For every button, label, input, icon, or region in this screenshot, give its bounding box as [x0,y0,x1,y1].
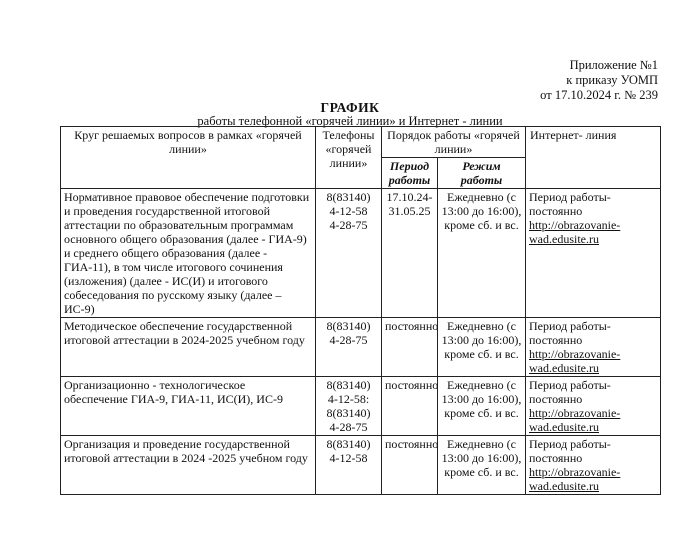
header-period: Период работы [382,158,438,189]
header-mode: Режим работы [438,158,526,189]
phone-line: 8(83140) [326,319,371,333]
phones-cell [316,189,382,318]
internet-link[interactable]: http://obrazovanie-wad.edusite.ru [529,465,621,493]
phones-cell [316,436,382,495]
phone-line: 8(83140) [326,190,371,204]
internet-link[interactable]: http://obrazovanie-wad.edusite.ru [529,218,621,246]
topic-cell: Организационно - технологическое обеспечение ГИА-9, ГИА-11, ИС(И), ИС-9 [61,377,316,436]
phones-cell [316,318,382,377]
internet-label: Период работы- постоянно [529,378,611,406]
header-order: Порядок работы «горячей линии» [382,127,526,158]
topic-cell: Методическое обеспечение государственной итоговой аттестации в 2024-2025 учебном году [61,318,316,377]
document-title: ГРАФИК [320,100,380,115]
table-row [61,318,661,377]
topic-cell: Нормативное правовое обеспечение подготовки и проведения государственной итоговой аттестации по образовательным программам основного общего образования (далее - ГИА-9) и среднего общего образования (далее - ГИА-11), в том числе итогового сочинения (изложения) (далее - ИС(И) и итогового собеседования по русскому языку (далее – ИС-9) [61,189,316,318]
appendix-line-3: от 17.10.2024 г. № 239 [540,88,658,102]
period-cell: постоянно [382,377,438,436]
period-cell: постоянно [382,318,438,377]
phone-line: 4-12-58: [327,392,370,406]
internet-cell [526,436,661,495]
phone-line: 8(83140) [326,437,371,451]
header-topics: Круг решаемых вопросов в рамках «горячей линии» [61,127,316,189]
phone-line: 4-28-75 [329,218,368,232]
internet-label: Период работы- постоянно [529,190,611,218]
phone-line: 8(83140) [326,406,371,420]
appendix-block [540,58,658,103]
appendix-line-1: Приложение №1 [569,58,658,72]
phone-line: 4-12-58 [329,451,368,465]
period-cell: 17.10.24-31.05.25 [382,189,438,318]
mode-cell: Ежедневно (с 13:00 до 16:00), кроме сб. и вс. [438,189,526,318]
internet-label: Период работы- постоянно [529,319,611,347]
internet-label: Период работы- постоянно [529,437,611,465]
period-cell: постоянно [382,436,438,495]
mode-cell: Ежедневно (с 13:00 до 16:00), кроме сб. и вс. [438,436,526,495]
table-row [61,377,661,436]
internet-cell [526,377,661,436]
header-row [61,127,661,158]
mode-cell: Ежедневно (с 13:00 до 16:00), кроме сб. и вс. [438,318,526,377]
phone-line: 8(83140) [326,378,371,392]
phone-line: 4-12-58 [329,204,368,218]
internet-cell [526,318,661,377]
mode-cell: Ежедневно (с 13:00 до 16:00), кроме сб. и вс. [438,377,526,436]
internet-link[interactable]: http://obrazovanie-wad.edusite.ru [529,406,621,434]
header-phones: Телефоны «горячей линии» [316,127,382,189]
topic-cell: Организация и проведение государственной итоговой аттестации в 2024 -2025 учебном году [61,436,316,495]
document-subtitle: работы телефонной «горячей линии» и Интернет - линии [197,114,503,128]
appendix-line-2: к приказу УОМП [566,73,658,87]
table-row [61,436,661,495]
table-row [61,189,661,318]
header-internet: Интернет- линия [526,127,661,189]
internet-link[interactable]: http://obrazovanie-wad.edusite.ru [529,347,621,375]
phone-line: 4-28-75 [329,333,368,347]
internet-cell [526,189,661,318]
phone-line: 4-28-75 [329,420,368,434]
schedule-table [60,126,661,495]
phones-cell [316,377,382,436]
